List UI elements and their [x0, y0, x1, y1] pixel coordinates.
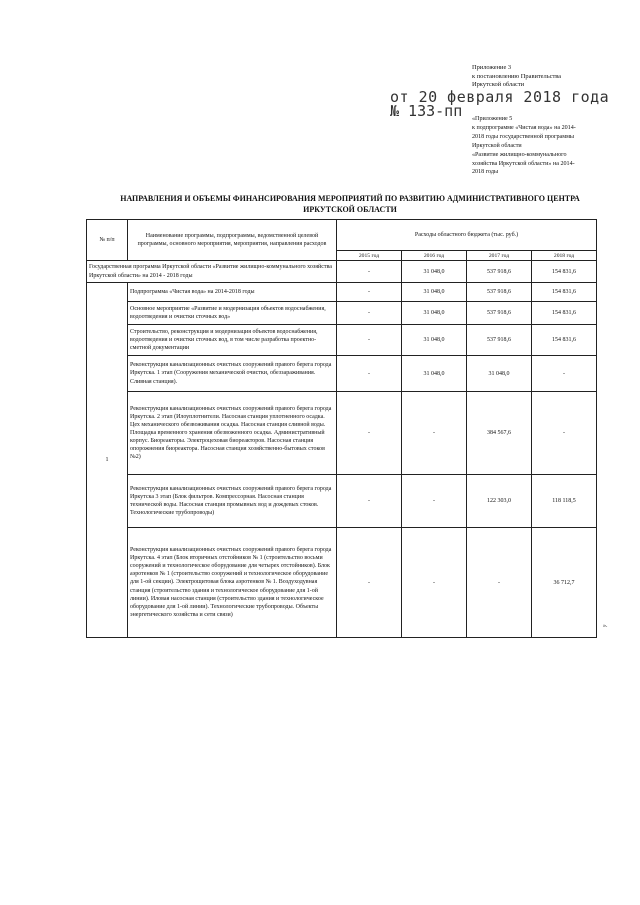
appendix-subheader [472, 115, 622, 177]
row-name: Строительство, реконструкция и модернизация объектов водоснабжения, водоотведения и очистки сточных вод, в том числе разработка проектно-сметной документации [128, 325, 337, 356]
cell-value: 31 048,0 [467, 356, 532, 392]
cell-value: - [532, 392, 597, 475]
cell-value: - [467, 528, 532, 638]
cell-value: 537 918,6 [467, 325, 532, 356]
row-name: Реконструкция канализационных очистных сооружений правого берега города Иркутска. 4 этап (Блок вторичных отстойников № 1 (строительство восьми сооружений и технологическое оборудование для четырех отстойников). Блок аэротенков № 1 (строительство сооружений и технологическое оборудование для 1-ой секции). Электрощитовая блока аэротенков № 1. Воздуходувная станция (строительство здания и технологическое оборудование для 1-ой линии). Иловая насосная станция (строительство здания и технологическое оборудование для 1-ой линии). Технологические трубопроводы. Объекты энергетического хозяйства и сети связи) [128, 528, 337, 638]
header-year: 2018 год [532, 251, 597, 261]
cell-value: - [337, 528, 402, 638]
cell-value: 154 831,6 [532, 302, 597, 325]
cell-value: - [337, 283, 402, 302]
cell-value: 31 048,0 [402, 356, 467, 392]
header-name: Наименование программы, подпрограммы, ведомственной целевой программы, основного мероприятия, мероприятия, направления расходов [128, 220, 337, 261]
table-row [87, 392, 597, 475]
cell-value: 31 048,0 [402, 261, 467, 283]
appendix-line: Иркутской области [472, 81, 525, 89]
resolution-stamp [390, 90, 630, 118]
stamp-number: № 133-пп [390, 102, 463, 120]
row-name: Реконструкция канализационных очистных сооружений правого берега города Иркутска. 1 этап (Сооружения механической очистки, обеззараживания. Сливная станция). [128, 356, 337, 392]
cell-value: 154 831,6 [532, 325, 597, 356]
row-name: Основное мероприятие «Развитие и модернизация объектов водоснабжения, водоотведения и очистки сточных вод» [128, 302, 337, 325]
cell-value: 154 831,6 [532, 283, 597, 302]
table-row [87, 528, 597, 638]
cell-value: - [337, 261, 402, 283]
closing-quote: ». [603, 623, 608, 629]
program-row [87, 261, 597, 283]
header-year: 2016 год [402, 251, 467, 261]
cell-value: 122 303,0 [467, 475, 532, 528]
cell-value: 384 567,6 [467, 392, 532, 475]
cell-value: 31 048,0 [402, 283, 467, 302]
header-year: 2015 год [337, 251, 402, 261]
cell-value: - [337, 325, 402, 356]
header-num: № п/п [87, 220, 128, 261]
table-row [87, 283, 597, 302]
row-number: 1 [87, 283, 128, 638]
row-name: Реконструкция канализационных очистных сооружений правого берега города Иркутска 3 этап (Блок фильтров. Компрессорная. Насосная станция технической воды. Насосная станция промывных вод и дождевых стоков. Технологические трубопроводы) [128, 475, 337, 528]
appendix2-line: 2018 годы государственной программы [472, 133, 575, 140]
document-title [110, 193, 590, 215]
table-row [87, 475, 597, 528]
cell-value: 537 918,6 [467, 283, 532, 302]
appendix-line: Приложение 3 [472, 64, 512, 71]
appendix2-line: к подпрограмме «Чистая вода» на 2014- [472, 124, 576, 131]
cell-value: - [402, 528, 467, 638]
cell-value: - [402, 475, 467, 528]
appendix2-line: Иркутской области [472, 142, 522, 149]
header-expenses: Расходы областного бюджета (тыс. руб.) [337, 220, 597, 251]
cell-value: 118 118,5 [532, 475, 597, 528]
table-header-row [87, 220, 597, 251]
cell-value: - [532, 356, 597, 392]
cell-value: - [337, 475, 402, 528]
row-name: Реконструкция канализационных очистных сооружений правого берега города Иркутска. 2 этап (Илоуплотнители. Насосная станция уплотненного осадка. Цех механического обезвоживания осадка. Насосная станция сливной воды. Площадка временного хранения обезвоженного осадка. Административный корпус. Биореакторы. Электроцеховая биореакторов. Насосная станция опорожнения биореактора. Насосная станция хозяйственно-бытовых стоков №2) [128, 392, 337, 475]
appendix-header [472, 64, 622, 90]
row-name: Подпрограмма «Чистая вода» на 2014-2018 годы [128, 283, 337, 302]
cell-value: 537 918,6 [467, 302, 532, 325]
title-line-1: НАПРАВЛЕНИЯ И ОБЪЕМЫ ФИНАНСИРОВАНИЯ МЕРОПРИЯТИЙ ПО РАЗВИТИЮ АДМИНИСТРАТИВНОГО ЦЕНТРА [120, 194, 580, 203]
cell-value: - [402, 392, 467, 475]
stamp-date: от 20 февраля 2018 года [390, 88, 610, 106]
appendix-line: к постановлению Правительства [472, 72, 562, 80]
cell-value: - [337, 356, 402, 392]
cell-value: - [337, 392, 402, 475]
title-line-2: ИРКУТСКОЙ ОБЛАСТИ [303, 205, 397, 214]
cell-value: 36 712,7 [532, 528, 597, 638]
table-row [87, 356, 597, 392]
cell-value: - [337, 302, 402, 325]
table-row [87, 325, 597, 356]
financing-table [86, 219, 597, 638]
header-year: 2017 год [467, 251, 532, 261]
table-row [87, 302, 597, 325]
appendix2-line: хозяйства Иркутской области» на 2014- [472, 160, 575, 167]
cell-value: 31 048,0 [402, 302, 467, 325]
appendix2-line: 2018 годы [472, 169, 499, 176]
cell-value: 31 048,0 [402, 325, 467, 356]
appendix2-line: «Приложение 5 [472, 116, 513, 122]
cell-value: 537 918,6 [467, 261, 532, 283]
cell-value: 154 831,6 [532, 261, 597, 283]
appendix2-line: «Развитие жилищно-коммунального [472, 151, 567, 158]
program-name: Государственная программа Иркутской области «Развитие жилищно-коммунального хозяйства Иркутской области» на 2014 - 2018 годы [87, 261, 337, 283]
